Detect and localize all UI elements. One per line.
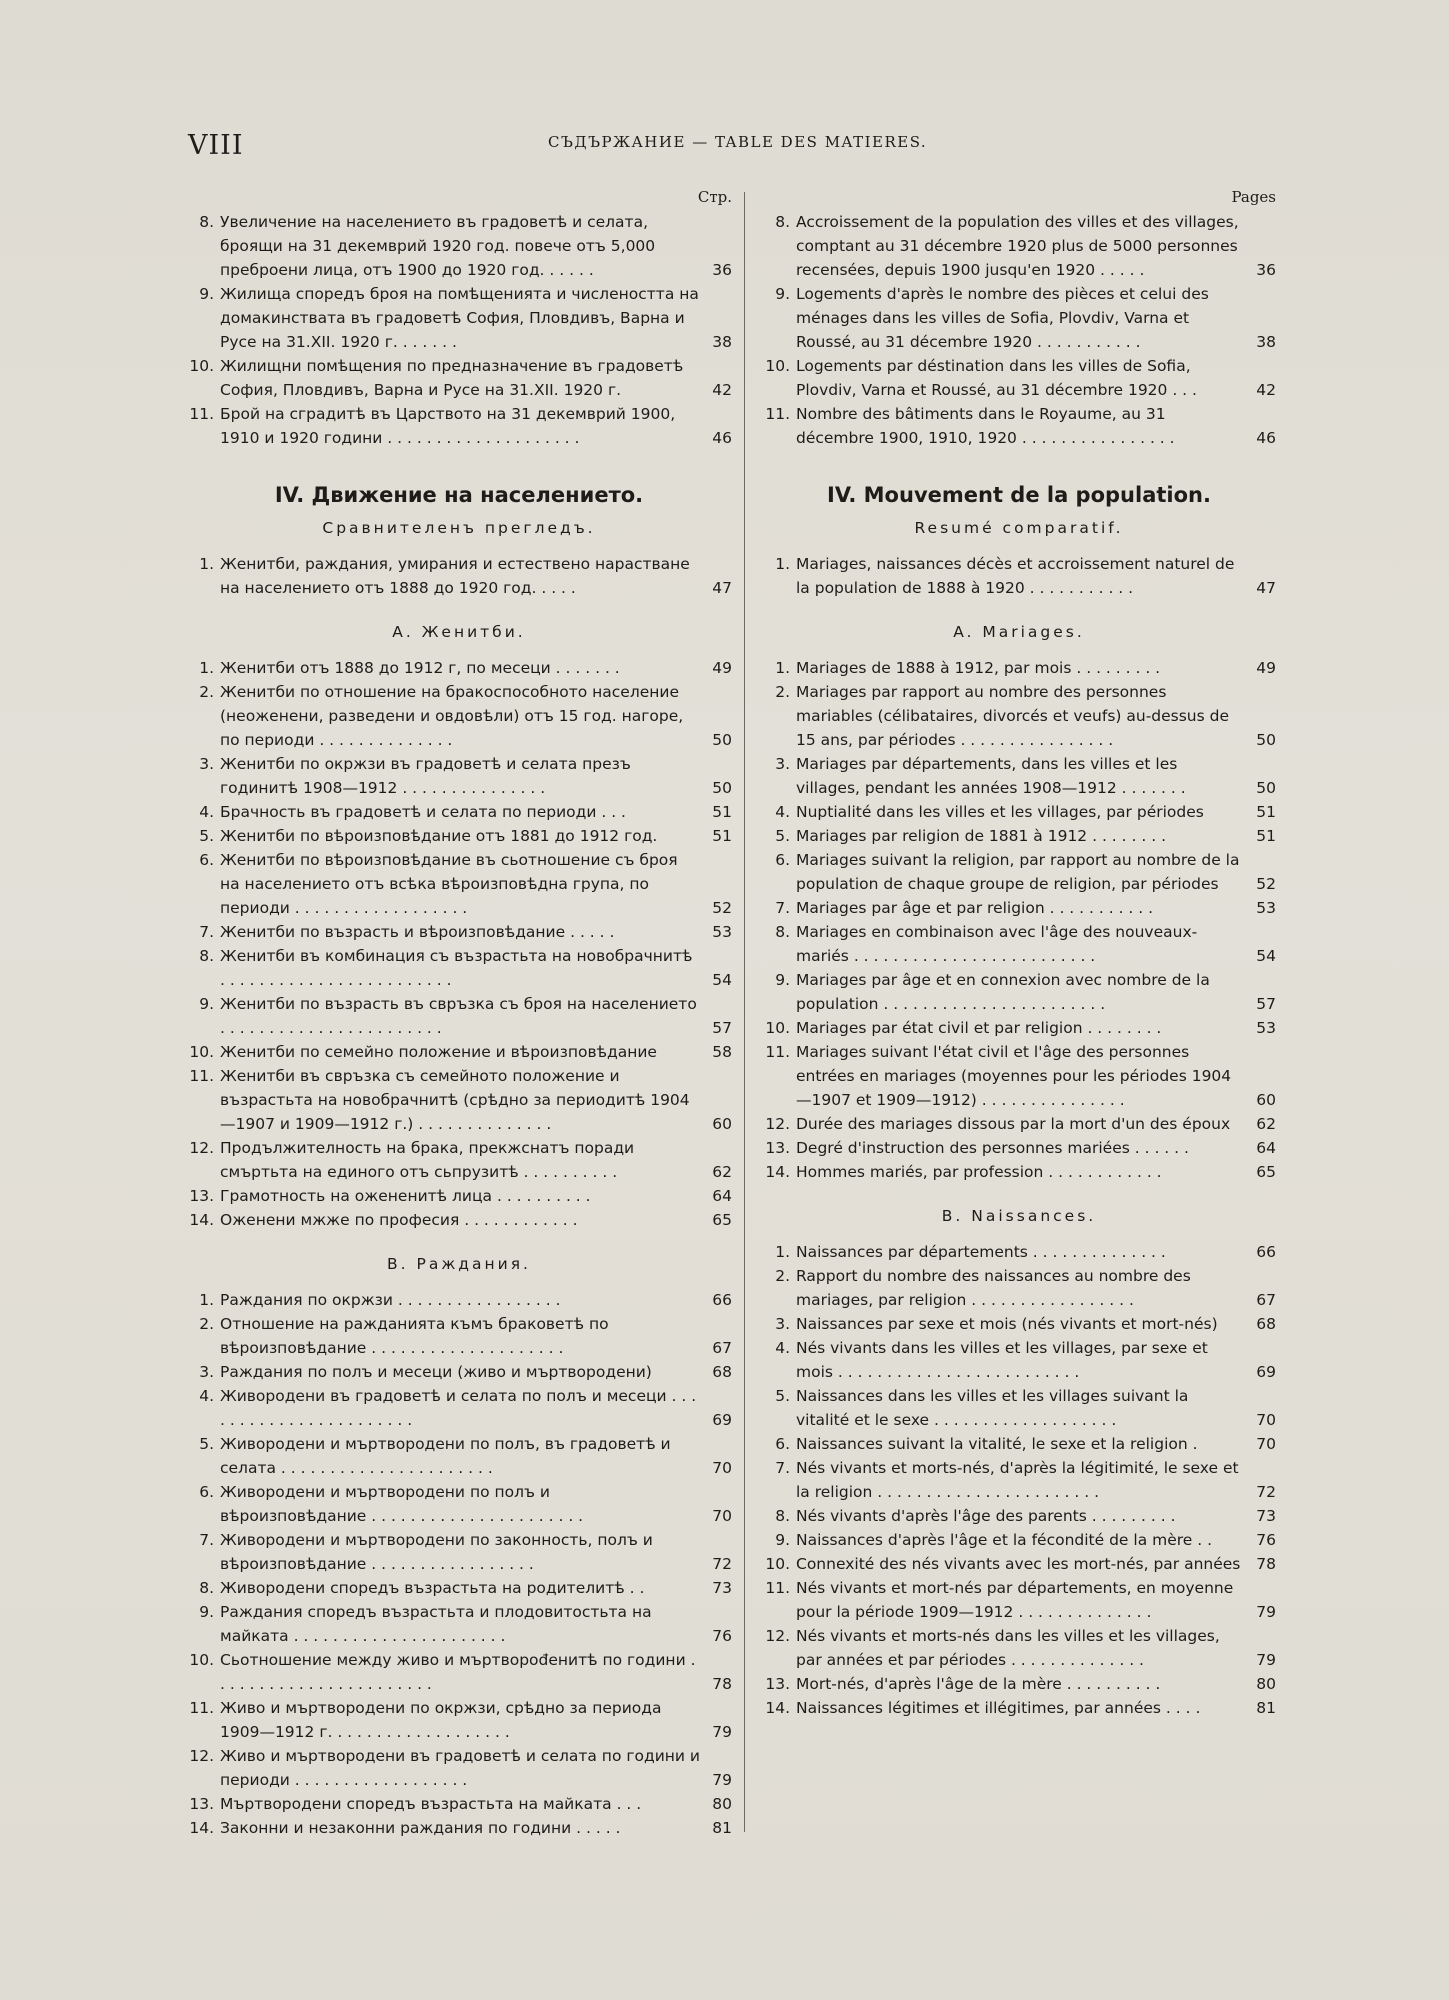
left-top-list — [186, 210, 732, 450]
toc-entry-page: 81 — [1256, 1699, 1276, 1717]
toc-entry-number: 7. — [775, 1459, 790, 1477]
toc-entry-number: 1. — [775, 1243, 790, 1261]
toc-entry-number: 12. — [765, 1115, 790, 1133]
toc-entry-page: 64 — [712, 1187, 732, 1205]
toc-entry-number: 4. — [775, 803, 790, 821]
toc-entry-page: 52 — [712, 899, 732, 917]
toc-entry-page: 67 — [712, 1339, 732, 1357]
left-marriages-list — [186, 656, 732, 1232]
toc-entry-page: 76 — [1256, 1531, 1276, 1549]
toc-entry-text: Mariages, naissances décès et accroissement naturel de la population de 1888 à 1920 . . . . . . . . . . . — [796, 555, 1235, 597]
right-births-title: B. Naissances. — [941, 1207, 1097, 1225]
toc-entry-text: Женитби по възрасть и вѣроизповѣдание . . . . . — [220, 923, 615, 941]
toc-entry-text: Accroissement de la population des villes et des villages, comptant au 31 décembre 1920 plus de 5000 personnes recensées, depuis 1900 jusqu'en 1920 . . . . . — [796, 213, 1239, 279]
toc-entry-page: 78 — [712, 1675, 732, 1693]
toc-entry — [186, 1696, 732, 1744]
toc-entry-number: 11. — [765, 405, 790, 423]
toc-entry-text: Rapport du nombre des naissances au nombre des mariages, par religion . . . . . . . . . . . . . . . . . — [796, 1267, 1191, 1309]
toc-entry-text: Грамотность на ожененитѣ лица . . . . . . . . . . — [220, 1187, 591, 1205]
toc-entry-number: 9. — [775, 971, 790, 989]
toc-entry-text: Отношение на ражданията къмъ браковетѣ по вѣроизповѣдание . . . . . . . . . . . . . . . . . . . . — [220, 1315, 609, 1357]
toc-entry-number: 11. — [765, 1579, 790, 1597]
right-page-label: Pages — [1231, 188, 1276, 206]
toc-entry-text: Durée des mariages dissous par la mort d'un des époux — [796, 1115, 1231, 1133]
toc-entry — [186, 1064, 732, 1136]
toc-entry-number: 10. — [189, 1043, 214, 1061]
toc-entry-number: 1. — [775, 659, 790, 677]
toc-entry — [186, 210, 732, 282]
toc-entry-number: 2. — [199, 683, 214, 701]
toc-entry — [762, 210, 1276, 282]
toc-entry-number: 1. — [199, 659, 214, 677]
toc-entry-text: Продължителность на брака, прекжснатъ поради смъртьта на единого отъ сьпрузитѣ . . . . . . . . . . — [220, 1139, 635, 1181]
toc-entry-page: 73 — [1256, 1507, 1276, 1525]
left-births-title: В. Раждания. — [387, 1255, 531, 1273]
toc-entry — [762, 354, 1276, 402]
toc-entry-number: 12. — [189, 1747, 214, 1765]
toc-entry — [186, 354, 732, 402]
toc-entry-page: 70 — [712, 1507, 732, 1525]
toc-entry-page: 70 — [1256, 1435, 1276, 1453]
toc-entry-text: Законни и незаконни раждания по години . . . . . — [220, 1819, 621, 1837]
toc-entry-text: Женитби по окржзи въ градоветѣ и селата презъ годинитѣ 1908—1912 . . . . . . . . . . . . . . . — [220, 755, 631, 797]
toc-entry-page: 60 — [712, 1115, 732, 1133]
toc-entry — [186, 944, 732, 992]
toc-entry — [186, 656, 732, 680]
toc-entry-text: Degré d'instruction des personnes mariées . . . . . . — [796, 1139, 1189, 1157]
toc-entry — [186, 800, 732, 824]
toc-entry-number: 6. — [775, 1435, 790, 1453]
toc-entry-page: 62 — [712, 1163, 732, 1181]
toc-entry — [762, 402, 1276, 450]
toc-entry-page: 51 — [1256, 827, 1276, 845]
toc-entry-page: 38 — [712, 333, 732, 351]
toc-entry — [762, 1696, 1276, 1720]
toc-entry-text: Mort-nés, d'après l'âge de la mère . . . . . . . . . . — [796, 1675, 1161, 1693]
toc-entry-number: 14. — [189, 1819, 214, 1837]
toc-entry-page: 47 — [1256, 579, 1276, 597]
toc-entry-text: Mariages par âge et en connexion avec nombre de la population . . . . . . . . . . . . . . . . . . . . . . . — [796, 971, 1210, 1013]
toc-entry-page: 54 — [1256, 947, 1276, 965]
toc-entry — [186, 552, 732, 600]
toc-entry-text: Женитби по възрасть въ свръзка съ броя на населението . . . . . . . . . . . . . . . . . . . . . . . — [220, 995, 697, 1037]
toc-entry-number: 3. — [775, 1315, 790, 1333]
toc-entry-number: 5. — [199, 1435, 214, 1453]
toc-entry-page: 68 — [1256, 1315, 1276, 1333]
toc-entry-number: 10. — [765, 357, 790, 375]
toc-entry — [186, 1792, 732, 1816]
toc-entry-page: 36 — [1256, 261, 1276, 279]
toc-entry — [762, 1336, 1276, 1384]
toc-entry — [186, 1208, 732, 1232]
toc-entry-page: 79 — [1256, 1651, 1276, 1669]
left-marriages-title: А. Женитби. — [392, 623, 526, 641]
toc-entry-page: 79 — [1256, 1603, 1276, 1621]
toc-entry-number: 7. — [199, 1531, 214, 1549]
left-comparative-list — [186, 552, 732, 600]
right-section-title: IV. Mouvement de la population. — [827, 483, 1211, 507]
toc-entry — [762, 1264, 1276, 1312]
toc-entry-number: 10. — [189, 1651, 214, 1669]
toc-entry-number: 11. — [765, 1043, 790, 1061]
toc-entry-number: 10. — [189, 357, 214, 375]
toc-entry — [186, 1600, 732, 1648]
toc-entry-number: 4. — [199, 1387, 214, 1405]
toc-entry — [762, 552, 1276, 600]
toc-entry-text: Nés vivants et morts-nés, d'après la légitimité, le sexe et la religion . . . . . . . . . . . . . . . . . . . . . . . — [796, 1459, 1239, 1501]
toc-entry-page: 70 — [1256, 1411, 1276, 1429]
page-folio: VIII — [188, 130, 244, 161]
toc-entry-text: Nuptialité dans les villes et les villages, par périodes — [796, 803, 1204, 821]
toc-entry-text: Mariages par rapport au nombre des personnes mariables (célibataires, divorcés et veufs) au-dessus de 15 ans, par périodes . . . . . . . . . . . . . . . . — [796, 683, 1230, 749]
toc-entry-text: Mariages par état civil et par religion . . . . . . . . — [796, 1019, 1162, 1037]
toc-entry — [186, 282, 732, 354]
toc-entry-number: 13. — [765, 1675, 790, 1693]
toc-entry — [762, 282, 1276, 354]
toc-entry-page: 60 — [1256, 1091, 1276, 1109]
toc-entry-text: Брой на сградитѣ въ Царството на 31 декемврий 1900, 1910 и 1920 години . . . . . . . . . . . . . . . . . . . . — [220, 405, 676, 447]
toc-entry-page: 53 — [1256, 1019, 1276, 1037]
toc-entry-page: 42 — [712, 381, 732, 399]
toc-entry — [762, 1136, 1276, 1160]
toc-entry — [186, 920, 732, 944]
toc-entry — [186, 1136, 732, 1184]
toc-entry — [762, 1040, 1276, 1112]
toc-entry — [762, 824, 1276, 848]
toc-entry-number: 5. — [775, 1387, 790, 1405]
toc-entry-page: 38 — [1256, 333, 1276, 351]
toc-entry — [762, 1456, 1276, 1504]
toc-entry-number: 1. — [775, 555, 790, 573]
toc-entry-page: 50 — [1256, 731, 1276, 749]
toc-entry-text: Mariages par âge et par religion . . . . . . . . . . . — [796, 899, 1154, 917]
column-divider — [744, 192, 745, 1832]
toc-entry-page: 46 — [712, 429, 732, 447]
right-column — [762, 188, 1276, 1720]
toc-entry-text: Женитби, раждания, умирания и естествено нарастване на населението отъ 1888 до 1920 год. . . . . — [220, 555, 690, 597]
toc-entry-text: Connexité des nés vivants avec les mort-nés, par années — [796, 1555, 1241, 1573]
toc-entry — [762, 1160, 1276, 1184]
toc-entry-page: 66 — [1256, 1243, 1276, 1261]
toc-entry-text: Nés vivants et morts-nés dans les villes et les villages, par années et par périodes . . . . . . . . . . . . . . — [796, 1627, 1220, 1669]
toc-entry — [762, 1312, 1276, 1336]
toc-entry-number: 8. — [199, 1579, 214, 1597]
toc-entry-page: 51 — [1256, 803, 1276, 821]
toc-entry-page: 79 — [712, 1771, 732, 1789]
toc-entry — [762, 680, 1276, 752]
toc-entry-text: Жилищни помѣщения по предназначение въ градоветѣ София, Пловдивъ, Варна и Русе на 31.XII. 1920 г. — [220, 357, 684, 399]
running-title: СЪДЪРЖАНИЕ — TABLE DES MATIERES. — [548, 133, 928, 151]
toc-entry-number: 12. — [189, 1139, 214, 1157]
toc-entry-text: Mariages en combinaison avec l'âge des nouveaux-mariés . . . . . . . . . . . . . . . . . . . . . . . . . — [796, 923, 1198, 965]
toc-entry — [762, 1432, 1276, 1456]
toc-entry — [186, 1528, 732, 1576]
toc-entry-text: Раждания споредъ възрастьта и плодовитостьта на майката . . . . . . . . . . . . . . . . . . . . . . — [220, 1603, 652, 1645]
toc-entry-text: Mariages suivant la religion, par rapport au nombre de la population de chaque groupe de religion, par périodes — [796, 851, 1240, 893]
toc-entry — [186, 402, 732, 450]
toc-entry — [762, 968, 1276, 1016]
right-comparative-list — [762, 552, 1276, 600]
toc-entry-page: 64 — [1256, 1139, 1276, 1157]
toc-entry-number: 2. — [775, 1267, 790, 1285]
toc-entry-text: Logements d'après le nombre des pièces et celui des ménages dans les villes de Sofia, Plovdiv, Varna et Roussé, au 31 décembre 1920 . . . . . . . . . . . — [796, 285, 1209, 351]
toc-entry — [186, 1480, 732, 1528]
toc-entry-text: Брачность въ градоветѣ и селата по периоди . . . — [220, 803, 626, 821]
toc-entry-text: Живородени въ градоветѣ и селата по полъ и месеци . . . . . . . . . . . . . . . . . . . . . . . — [220, 1387, 697, 1429]
toc-entry-number: 4. — [775, 1339, 790, 1357]
toc-entry-text: Mariages de 1888 à 1912, par mois . . . . . . . . . — [796, 659, 1161, 677]
left-column — [186, 188, 732, 1840]
toc-entry-text: Женитби отъ 1888 до 1912 г, по месеци . . . . . . . — [220, 659, 620, 677]
toc-entry — [762, 752, 1276, 800]
toc-entry — [186, 1384, 732, 1432]
toc-entry-text: Hommes mariés, par profession . . . . . . . . . . . . — [796, 1163, 1162, 1181]
toc-entry — [186, 680, 732, 752]
toc-entry — [186, 1816, 732, 1840]
toc-entry-text: Живородени споредъ възрастьта на родителитѣ . . — [220, 1579, 645, 1597]
toc-entry-number: 8. — [775, 213, 790, 231]
toc-entry-text: Naissances par départements . . . . . . . . . . . . . . — [796, 1243, 1166, 1261]
toc-entry-text: Naissances d'après l'âge et la fécondité de la mère . . — [796, 1531, 1213, 1549]
toc-entry — [762, 1016, 1276, 1040]
toc-entry-page: 70 — [712, 1459, 732, 1477]
toc-entry — [186, 1040, 732, 1064]
toc-entry — [186, 1648, 732, 1696]
left-page-label: Стр. — [697, 188, 732, 206]
toc-entry-number: 3. — [199, 1363, 214, 1381]
toc-entry-text: Живородени и мъртвородени по полъ, въ градоветѣ и селата . . . . . . . . . . . . . . . . . . . . . . — [220, 1435, 671, 1477]
toc-entry-text: Nombre des bâtiments dans le Royaume, au 31 décembre 1900, 1910, 1920 . . . . . . . . . . . . . . . . — [796, 405, 1175, 447]
toc-entry — [762, 1112, 1276, 1136]
toc-entry-number: 2. — [775, 683, 790, 701]
toc-entry-number: 1. — [199, 1291, 214, 1309]
toc-entry — [762, 896, 1276, 920]
toc-entry-text: Оженени мжже по професия . . . . . . . . . . . . — [220, 1211, 578, 1229]
toc-entry-page: 69 — [1256, 1363, 1276, 1381]
toc-entry-page: 49 — [712, 659, 732, 677]
toc-entry-number: 14. — [189, 1211, 214, 1229]
left-comparative-title: Сравнителенъ прегледъ. — [322, 519, 596, 537]
toc-entry-number: 9. — [775, 1531, 790, 1549]
toc-entry-page: 57 — [1256, 995, 1276, 1013]
toc-entry-page: 81 — [712, 1819, 732, 1837]
toc-entry-text: Nés vivants et mort-nés par départements, en moyenne pour la période 1909—1912 . . . . . . . . . . . . . . — [796, 1579, 1234, 1621]
toc-entry-number: 1. — [199, 555, 214, 573]
toc-entry-text: Женитби по отношение на бракоспособното население (неоженени, разведени и овдовѣли) отъ 15 год. нагоре, по периоди . . . . . . . . . . . . . . — [220, 683, 684, 749]
toc-entry-page: 68 — [712, 1363, 732, 1381]
toc-entry-text: Logements par déstination dans les villes de Sofia, Plovdiv, Varna et Roussé, au 31 décembre 1920 . . . — [796, 357, 1197, 399]
toc-entry-number: 14. — [765, 1699, 790, 1717]
toc-entry-page: 58 — [712, 1043, 732, 1061]
toc-entry-page: 65 — [1256, 1163, 1276, 1181]
toc-entry-page: 57 — [712, 1019, 732, 1037]
toc-entry-number: 13. — [189, 1795, 214, 1813]
toc-entry-page: 50 — [712, 779, 732, 797]
left-births-list — [186, 1288, 732, 1840]
toc-entry-page: 53 — [712, 923, 732, 941]
toc-entry-text: Живо и мъртвородени въ градоветѣ и селата по години и периоди . . . . . . . . . . . . . . . . . . — [220, 1747, 700, 1789]
toc-entry-number: 6. — [199, 1483, 214, 1501]
toc-entry — [762, 1552, 1276, 1576]
toc-entry-page: 46 — [1256, 429, 1276, 447]
toc-entry-number: 10. — [765, 1555, 790, 1573]
toc-entry-text: Женитби въ свръзка съ семейното положение и възрастьта на новобрачнитѣ (срѣдно за периодитѣ 1904—1907 и 1909—1912 г.) . . . . . . . . . . . . . . — [220, 1067, 690, 1133]
toc-entry — [186, 1360, 732, 1384]
toc-entry — [186, 1288, 732, 1312]
toc-entry — [186, 992, 732, 1040]
toc-entry-text: Mariages suivant l'état civil et l'âge des personnes entrées en mariages (moyennes pour les périodes 1904—1907 et 1909—1912) . . . . . . . . . . . . . . . — [796, 1043, 1232, 1109]
toc-entry — [762, 920, 1276, 968]
toc-entry-number: 9. — [199, 285, 214, 303]
toc-entry-text: Naissances suivant la vitalité, le sexe et la religion . — [796, 1435, 1198, 1453]
right-births-list — [762, 1240, 1276, 1720]
toc-entry — [762, 1504, 1276, 1528]
toc-entry-page: 69 — [712, 1411, 732, 1429]
toc-entry-number: 9. — [199, 1603, 214, 1621]
toc-entry-page: 53 — [1256, 899, 1276, 917]
toc-entry-text: Живородени и мъртвородени по полъ и вѣроизповѣдание . . . . . . . . . . . . . . . . . . . . . . — [220, 1483, 584, 1525]
toc-entry-number: 8. — [199, 213, 214, 231]
toc-entry-page: 50 — [712, 731, 732, 749]
toc-entry — [186, 1312, 732, 1360]
toc-entry-page: 80 — [1256, 1675, 1276, 1693]
toc-entry-number: 8. — [775, 923, 790, 941]
toc-entry-page: 66 — [712, 1291, 732, 1309]
toc-entry-page: 62 — [1256, 1115, 1276, 1133]
toc-entry — [186, 1184, 732, 1208]
toc-entry-number: 3. — [199, 755, 214, 773]
toc-entry-page: 47 — [712, 579, 732, 597]
toc-entry-page: 36 — [712, 261, 732, 279]
toc-entry-page: 80 — [712, 1795, 732, 1813]
toc-entry — [762, 1384, 1276, 1432]
toc-entry-number: 4. — [199, 803, 214, 821]
toc-entry-number: 3. — [775, 755, 790, 773]
toc-entry-number: 9. — [775, 285, 790, 303]
toc-entry-text: Mariages par départements, dans les villes et les villages, pendant les années 1908—1912 . . . . . . . — [796, 755, 1186, 797]
toc-entry-text: Naissances légitimes et illégitimes, par années . . . . — [796, 1699, 1201, 1717]
toc-entry-number: 10. — [765, 1019, 790, 1037]
toc-entry-number: 5. — [775, 827, 790, 845]
toc-entry-number: 8. — [199, 947, 214, 965]
toc-entry-page: 54 — [712, 971, 732, 989]
toc-entry-page: 76 — [712, 1627, 732, 1645]
toc-entry — [186, 1576, 732, 1600]
toc-entry-text: Женитби по вѣроизповѣдание въ сьотношение съ броя на населението отъ всѣка вѣроизповѣдна група, по периоди . . . . . . . . . . . . . . . . . . — [220, 851, 678, 917]
toc-entry-text: Увеличение на населението въ градоветѣ и селата, броящи на 31 декемврий 1920 год. повече отъ 5,000 преброени лица, отъ 1900 до 1920 год. . . . . . — [220, 213, 656, 279]
toc-entry-number: 14. — [765, 1163, 790, 1181]
toc-entry-number: 7. — [775, 899, 790, 917]
right-comparative-title: Resumé comparatif. — [914, 519, 1124, 537]
right-top-list — [762, 210, 1276, 450]
toc-entry-text: Раждания по полъ и месеци (живо и мъртвородени) — [220, 1363, 652, 1381]
toc-entry-text: Женитби въ комбинация съ възрастьта на новобрачнитѣ . . . . . . . . . . . . . . . . . . . . . . . . — [220, 947, 693, 989]
right-marriages-title: A. Mariages. — [953, 623, 1085, 641]
toc-entry — [762, 1576, 1276, 1624]
toc-entry-number: 7. — [199, 923, 214, 941]
toc-entry-number: 5. — [199, 827, 214, 845]
toc-entry-page: 49 — [1256, 659, 1276, 677]
toc-entry-text: Живородени и мъртвородени по законность, полъ и вѣроизповѣдание . . . . . . . . . . . . . . . . . — [220, 1531, 653, 1573]
left-section-title: IV. Движение на населението. — [274, 483, 644, 507]
toc-entry-text: Женитби по вѣроизповѣдание отъ 1881 до 1912 год. — [220, 827, 658, 845]
toc-entry-text: Naissances par sexe et mois (nés vivants et mort-nés) — [796, 1315, 1218, 1333]
toc-entry-page: 67 — [1256, 1291, 1276, 1309]
toc-entry-text: Mariages par religion de 1881 à 1912 . . . . . . . . — [796, 827, 1167, 845]
toc-entry-page: 65 — [712, 1211, 732, 1229]
toc-entry-page: 42 — [1256, 381, 1276, 399]
toc-entry-number: 13. — [765, 1139, 790, 1157]
toc-entry-text: Раждания по окржзи . . . . . . . . . . . . . . . . . — [220, 1291, 561, 1309]
toc-entry-number: 8. — [775, 1507, 790, 1525]
right-marriages-list — [762, 656, 1276, 1184]
toc-entry-text: Мъртвородени споредъ възрастьта на майката . . . — [220, 1795, 642, 1813]
toc-entry-page: 73 — [712, 1579, 732, 1597]
toc-entry-page: 52 — [1256, 875, 1276, 893]
toc-entry — [186, 1432, 732, 1480]
toc-entry-page: 79 — [712, 1723, 732, 1741]
toc-entry — [186, 752, 732, 800]
toc-entry-page: 51 — [712, 827, 732, 845]
toc-entry — [762, 1672, 1276, 1696]
toc-entry — [762, 1528, 1276, 1552]
toc-entry-number: 9. — [199, 995, 214, 1013]
toc-entry-text: Сьотношение между живо и мъртворođенитѣ по години . . . . . . . . . . . . . . . . . . . . . . . — [220, 1651, 696, 1693]
toc-entry-number: 2. — [199, 1315, 214, 1333]
toc-entry-text: Naissances dans les villes et les villages suivant la vitalité et le sexe . . . . . . . . . . . . . . . . . . . — [796, 1387, 1189, 1429]
toc-entry-text: Жилища споредъ броя на помѣщенията и числеността на домакинствата въ градоветѣ София, Пловдивъ, Варна и Русе на 31.XII. 1920 г. . . . . . . — [220, 285, 699, 351]
toc-entry-number: 12. — [765, 1627, 790, 1645]
toc-entry-text: Nés vivants dans les villes et les villages, par sexe et mois . . . . . . . . . . . . . . . . . . . . . . . . . — [796, 1339, 1208, 1381]
toc-entry-number: 13. — [189, 1187, 214, 1205]
toc-entry-number: 6. — [199, 851, 214, 869]
toc-entry-text: Nés vivants d'après l'âge des parents . . . . . . . . . — [796, 1507, 1176, 1525]
toc-entry-text: Живо и мъртвородени по окржзи, срѣдно за периода 1909—1912 г. . . . . . . . . . . . . . . . . . . — [220, 1699, 662, 1741]
toc-entry-number: 11. — [189, 1699, 214, 1717]
toc-entry-number: 11. — [189, 405, 214, 423]
toc-entry — [186, 848, 732, 920]
toc-entry — [186, 824, 732, 848]
toc-entry-text: Женитби по семейно положение и вѣроизповѣдание — [220, 1043, 657, 1061]
toc-entry-number: 11. — [189, 1067, 214, 1085]
toc-entry-page: 78 — [1256, 1555, 1276, 1573]
toc-entry-page: 51 — [712, 803, 732, 821]
toc-entry — [762, 848, 1276, 896]
toc-entry-page: 72 — [1256, 1483, 1276, 1501]
toc-entry — [762, 1240, 1276, 1264]
toc-entry — [762, 656, 1276, 680]
toc-entry-number: 6. — [775, 851, 790, 869]
toc-entry — [762, 1624, 1276, 1672]
toc-entry — [762, 800, 1276, 824]
toc-entry — [186, 1744, 732, 1792]
toc-entry-page: 50 — [1256, 779, 1276, 797]
toc-entry-page: 72 — [712, 1555, 732, 1573]
